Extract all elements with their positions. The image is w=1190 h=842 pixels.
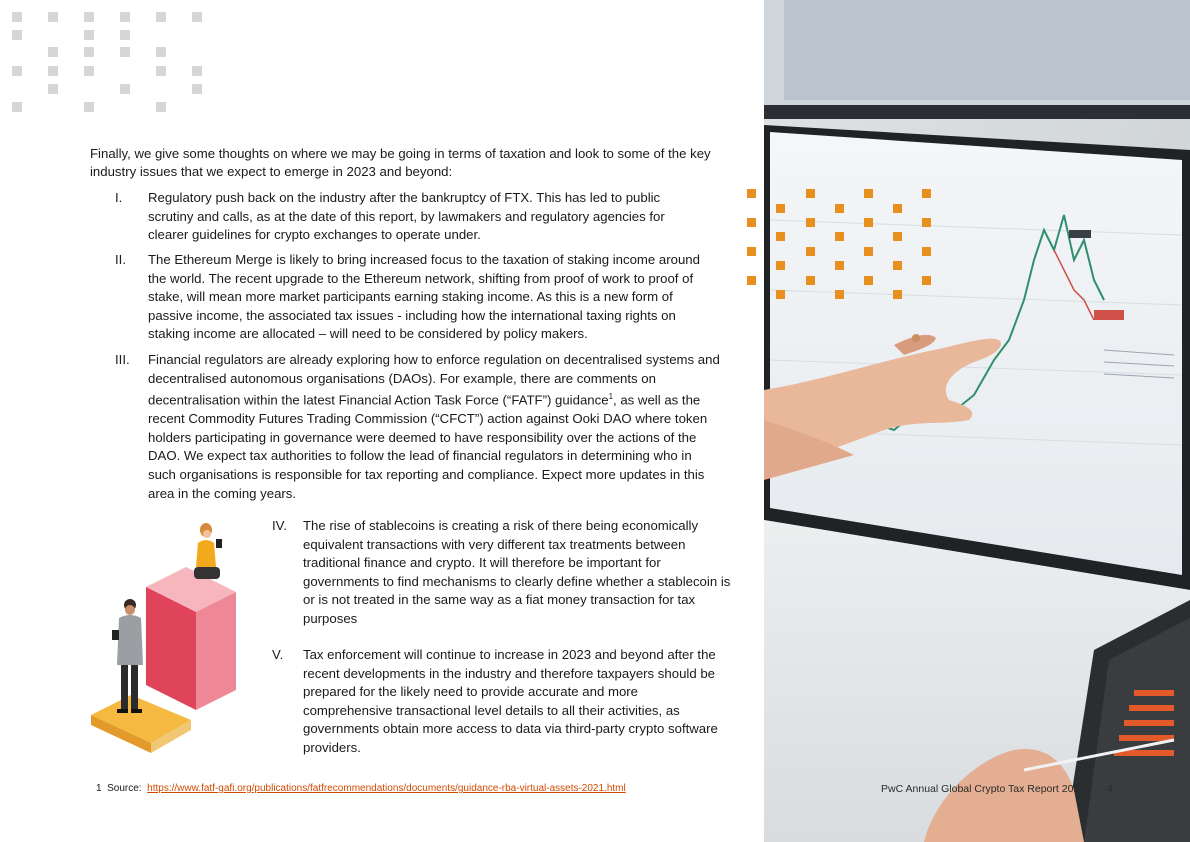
item-text: The Ethereum Merge is likely to bring increased focus to the taxation of staking income around the world. The recent upgrade to the Ethereum network, shifting from proof of work to proof of stake, will mean more market participants earning staking income. As this is a new form of passive income, the associated tax issues - including how the international taxing rights on staking income are allocated – will need to be considered by policy makers. — [148, 252, 700, 342]
report-title: PwC Annual Global Crypto Tax Report 2022 — [881, 783, 1086, 795]
footnote-source-link[interactable]: https://www.fatf-gafi.org/publications/fatfrecommendations/documents/guidance-rba-virtual-assets-2021.html — [147, 783, 626, 794]
footnote-label: Source: — [107, 783, 142, 794]
item-text-part-a: Financial regulators are already exploring how to enforce regulation on decentralised systems and decentralised autonomous organisations (DAOs). For example, there are comments on decentralisation within the latest Financial Action Task Force (“FATF”) guidance — [148, 352, 720, 408]
item-text: Regulatory push back on the industry after the bankruptcy of FTX. This has led to public scrutiny and calls, as at the date of this report, by lawmakers and regulatory agencies for clearer guidelines for crypto exchanges to operate under. — [148, 190, 665, 243]
item-number: I. — [115, 190, 123, 205]
footnote-marker: 1 — [96, 783, 102, 794]
item-text: The rise of stablecoins is creating a risk of there being economically equivalent transactions with very different tax treatments between traditional finance and crypto. It will therefore be important for governments to find mechanisms to clearly define whether a stablecoin is or is not treated in the same way as a fiat money transaction for tax purposes — [303, 518, 731, 626]
item-number: II. — [115, 252, 126, 267]
item-number: V. — [272, 647, 284, 662]
pillar-people-illustration — [86, 515, 266, 760]
hero-photo-trading-screen — [764, 0, 1190, 842]
footnote — [96, 783, 626, 794]
item-number: IV. — [272, 518, 287, 533]
item-text — [148, 351, 720, 503]
page-number: 4 — [1107, 783, 1113, 795]
footnote-ref[interactable]: 1 — [608, 392, 614, 402]
item-text-part-b: , as well as the recent Commodity Futures Trading Commission (“CFCT”) action against Ooki DAO where token holders participating in governance were deemed to have responsibility over the actions of the DAO. We expect tax authorities to follow the lead of financial regulators in determining who in such organisations is responsible for tax reporting and compliance. Expect more updates in this area in the coming years. — [148, 392, 708, 501]
page-footer — [881, 783, 1113, 795]
intro-paragraph: Finally, we give some thoughts on where we may be going in terms of taxation and look to some of the key industry issues that we expect to emerge in 2023 and beyond: — [90, 146, 711, 180]
item-text: Tax enforcement will continue to increase in 2023 and beyond after the recent developments in the industry and therefore taxpayers should be prepared for the likely need to provide accurate and more comprehensive transactional level details to all their activities, as governments obtain more access to data via third-party crypto software providers. — [303, 647, 718, 755]
item-number: III. — [115, 352, 130, 367]
